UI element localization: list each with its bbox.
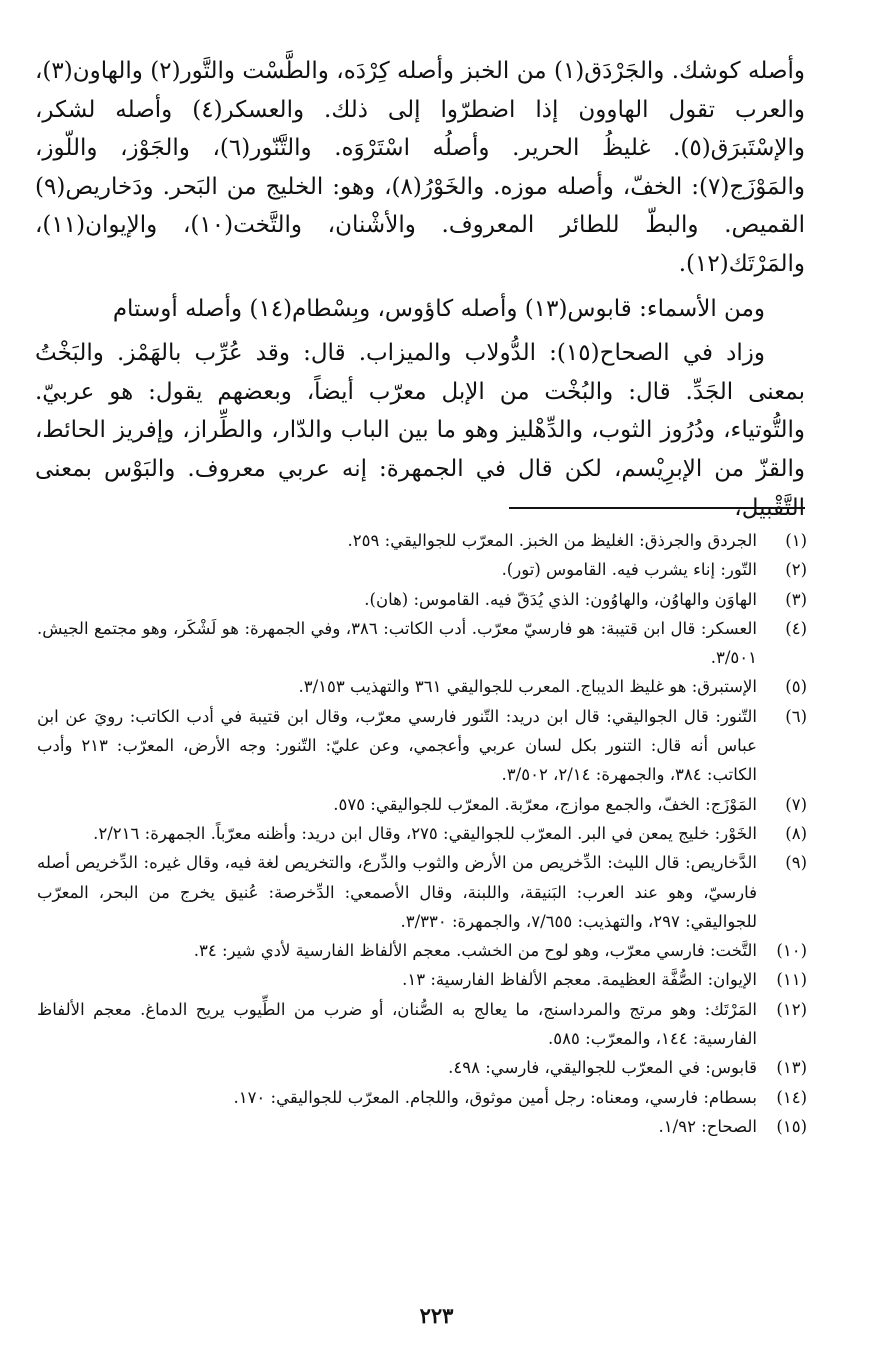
footnote-text: الخَوْر: خليج يمعن في البر. المعرّب للجواليقي: ٢٧٥، وقال ابن دريد: وأظنه معرّباً. الجمهرة: ٢/٢١٦. (93, 823, 757, 843)
footnote (37, 585, 807, 614)
footnote-text: بسطام: فارسي، ومعناه: رجل أمين موثوق، واللجام. المعرّب للجواليقي: ١٧٠. (233, 1087, 757, 1107)
page-number: ٢٢٣ (419, 1303, 454, 1328)
footnote-number: (١٤) (776, 1087, 807, 1107)
footnote (37, 702, 807, 790)
footnote-text: الهاوَن والهاوُن، والهاوُون: الذي يُدَقّ فيه. القاموس: (هان). (364, 589, 757, 609)
footnote (37, 526, 807, 555)
paragraph-2: ومن الأسماء: قابوس(١٣) وأصله كاؤوس، وبِسْطام(١٤) وأصله أوستام (112, 295, 765, 322)
footnote-number: (٤) (785, 618, 807, 638)
paragraph-3: وزاد في الصحاح(١٥): الدُّولاب والميزاب. قال: وقد عُرِّب بالهَمْز. والبَخْتُ بمعنى الجَدِّ. قال: والبُخْت من الإبل معرّب أيضاً، وبعضهم يقول: هو عربيّ. والتُّوتياء، ودُرُوز الثوب، والدِّهْليز وهو ما بين الباب والدّار، والطِّراز، وإفريز الحائط، والقزّ من الإبرِيْسم، لكن قال في الجمهرة: إنه عربي معروف. والبَوْس بمعنى التَّقْبيل، (35, 340, 805, 521)
footnote-number: (٢) (785, 560, 807, 580)
footnote-text: الجردق والجرذق: الغليظ من الخبز. المعرّب للجواليقي: ٢٥٩. (347, 531, 757, 550)
footnote-number: (٩) (785, 853, 807, 873)
footnote-separator (509, 507, 805, 509)
footnote (37, 672, 807, 701)
footnote-number: (٨) (785, 823, 807, 843)
footnote-number: (٦) (785, 706, 807, 726)
paragraph-1: وأصله كوشك. والجَرْدَق(١) من الخبز وأصله كِرْدَه، والطَّسْت والتَّور(٢) والهاون(٣)، والعرب تقول الهاوون إذا اضطرّوا إلى ذلك. والعسكر(٤) وأصله لشكر، والإسْتَبرَق(٥). غليظُ الحرير. وأصلُه اسْتَرْوَه. والتَّنّور(٦)، والجَوْز، واللّوز، والمَوْزَج(٧): الخفّ، وأصله موزه. والخَوْرُ(٨)، وهو: الخليج من البَحر. ودَخاريص(٩) القميص. والبطّ للطائر المعروف. والأشْنان، والتَّخت(١٠)، والإيوان(١١)، والمَرْتَك(١٢). (35, 58, 806, 277)
footnote-number: (١٥) (776, 1116, 807, 1136)
footnote-number: (١٢) (776, 999, 807, 1019)
footnote-number: (٥) (785, 677, 807, 697)
footnote (37, 1112, 807, 1141)
footnote (37, 555, 807, 584)
footnotes (37, 526, 807, 1141)
footnote (37, 936, 807, 965)
footnote (37, 1053, 807, 1082)
footnote-text: المَرْتَك: وهو مرتج والمرداسنج، ما يعالج به الصُّنان، أو ضرب من الطِّيوب يريح الدماغ. معجم الألفاظ الفارسية: ١٤٤، والمعرّب: ٥٨٥. (37, 999, 757, 1049)
footnote-number: (٧) (785, 794, 807, 814)
footnote-number: (١) (785, 531, 807, 550)
footnote (37, 995, 807, 1054)
footnote-text: الدَّخاريص: قال الليث: الدِّخريص من الأرض والثوب والدِّرع، والتخريص لغة فيه، وقال غيره: الدِّخريص أصله فارسيّ، وهو عند العرب: البَنيقة، واللبنة، وقال الأصمعي: الدِّخرصة: عُنيق يخرج من البحر، المعرّب للجواليقي: ٢٩٧، والتهذيب: ٧/٦٥٥، والجمهرة: ٣/٣٣٠. (37, 853, 757, 931)
footnote-text: قابوس: في المعرّب للجواليقي، فارسي: ٤٩٨. (448, 1058, 757, 1078)
footnote (37, 965, 807, 994)
footnote-number: (١١) (776, 970, 807, 990)
footnote (37, 848, 807, 936)
footnote (37, 790, 807, 819)
footnote-text: التَّخت: فارسي معرّب، وهو لوح من الخشب. معجم الألفاظ الفارسية لأدي شير: ٣٤. (193, 941, 757, 961)
footnote (37, 819, 807, 848)
main-text (35, 52, 805, 527)
footnote-number: (١٣) (776, 1058, 807, 1078)
footnote-text: التّور: إناء يشرب فيه. القاموس (تور). (501, 560, 757, 580)
footnote (37, 1083, 807, 1112)
footnote-text: الإيوان: الصُّفَّة العظيمة. معجم الألفاظ الفارسية: ١٣. (402, 970, 757, 990)
footnote (37, 614, 807, 673)
footnote-text: التّنور: قال الجواليقي: قال ابن دريد: التّنور فارسي معرّب، وقال ابن قتيبة في أدب الكاتب: رويَ عن ابن عباس أنه قال: التنور بكل لسان عربي وأعجمي، وعن عليّ: التّنور: وجه الأرض، المعرّب: ٢١٣ وأدب الكاتب: ٣٨٤، والجمهرة: ٢/١٤، ٣/٥٠٢. (37, 706, 757, 785)
footnote-text: الإستبرق: هو غليظ الديباج. المعرب للجواليقي ٣٦١ والتهذيب ٣/١٥٣. (298, 677, 757, 697)
footnote-number: (١٠) (776, 941, 807, 961)
footnote-text: العسكر: قال ابن قتيبة: هو فارسيّ معرّب. أدب الكاتب: ٣٨٦، وفي الجمهرة: هو لَشْكَر، وهو مجتمع الجيش. ٣/٥٠١. (37, 618, 757, 668)
footnote-text: الصحاح: ١/٩٢. (658, 1116, 757, 1136)
footnote-number: (٣) (785, 589, 807, 609)
footnote-text: المَوْزَج: الخفّ، والجمع موازج، معرّبة. المعرّب للجواليقي: ٥٧٥. (333, 794, 757, 814)
